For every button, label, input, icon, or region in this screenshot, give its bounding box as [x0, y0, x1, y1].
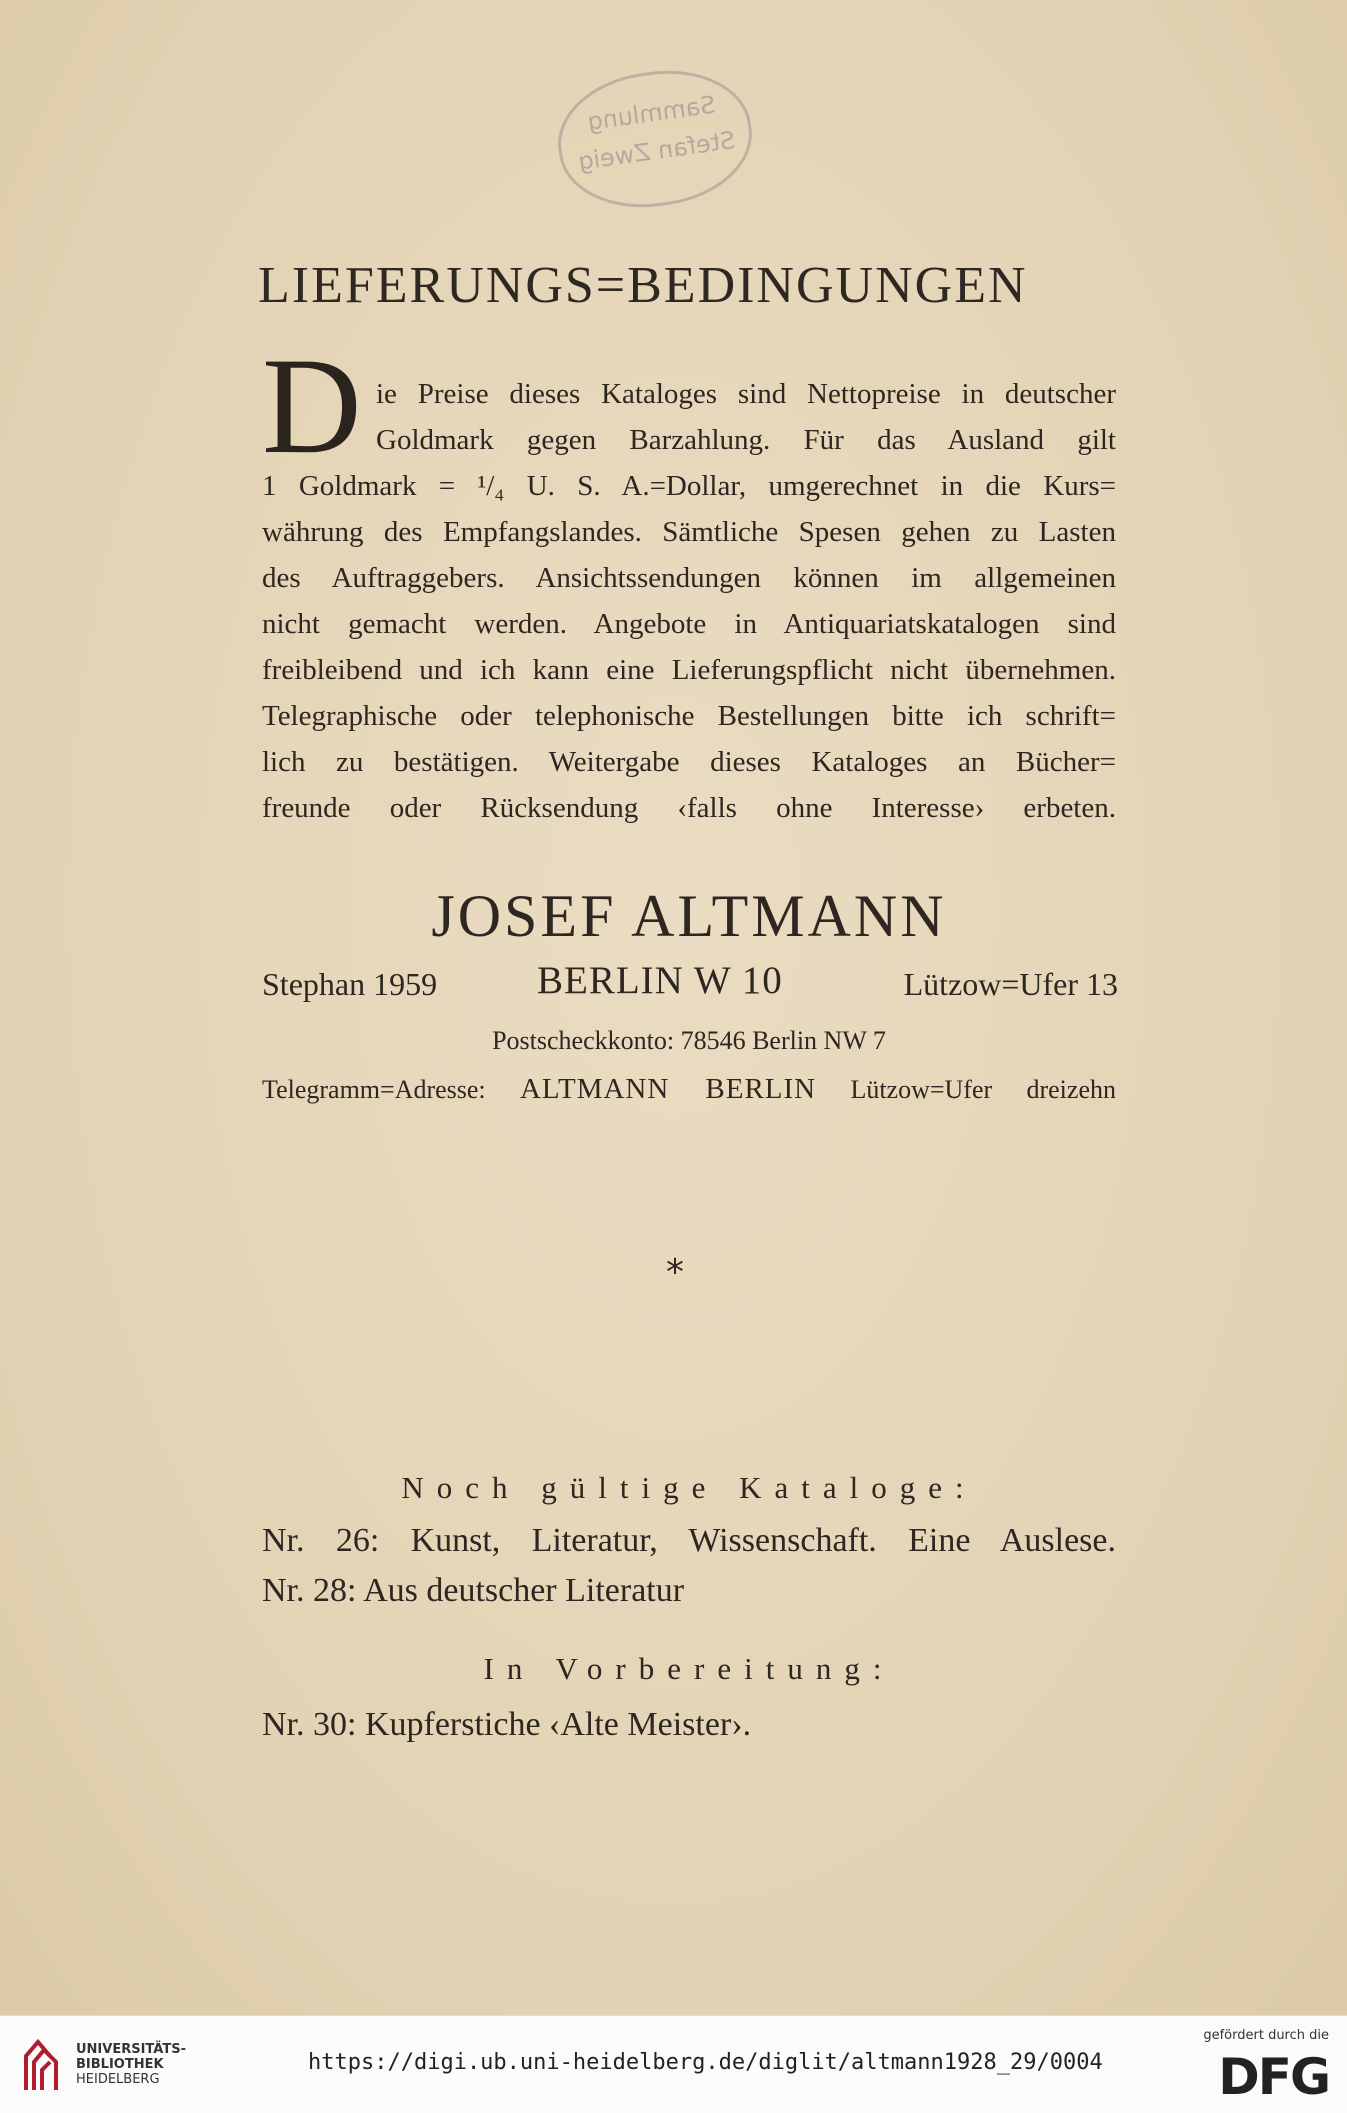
library-name-line-1: UNIVERSITÄTS- — [76, 2042, 186, 2057]
body-line: währung des Empfangslandes. Sämtliche Spesen gehen zu Lasten — [262, 516, 1116, 548]
page-title: LIEFERUNGS=BEDINGUNGEN — [258, 257, 1028, 314]
valid-catalogs-heading: Noch gültige Kataloge: — [401, 1470, 977, 1505]
university-library-logo-icon — [18, 2032, 66, 2096]
firm-name: JOSEF ALTMANN — [431, 883, 947, 949]
body-line: nicht gemacht werden. Angebote in Antiquariatskatalogen sind — [262, 608, 1116, 640]
preparation-heading: In Vorbereitung: — [483, 1651, 895, 1686]
library-name — [76, 2042, 216, 2087]
body-line: Goldmark gegen Barzahlung. Für das Ausland gilt — [376, 424, 1116, 456]
firm-phone: Stephan 1959 — [262, 966, 438, 1002]
telegram-suffix: Lützow=Ufer dreizehn — [850, 1075, 1116, 1104]
body-line: lich zu bestätigen. Weitergabe dieses Kataloges an Bücher= — [262, 746, 1116, 778]
body-line: freibleibend und ich kann eine Lieferungspflicht nicht übernehmen. — [262, 654, 1116, 686]
library-name-line-2: BIBLIOTHEK — [76, 2057, 164, 2072]
telegram-address: ALTMANN BERLIN — [519, 1073, 817, 1105]
firm-street: Lützow=Ufer 13 — [903, 966, 1118, 1002]
stamp-line-1: Sammlung — [585, 90, 718, 137]
body-line: 1 Goldmark = ¹/₄ U. S. A.=Dollar, umgerechnet in die Kurs= — [262, 470, 1116, 502]
viewer-footer — [0, 2015, 1347, 2113]
library-name-line-3: HEIDELBERG — [76, 2072, 160, 2087]
drop-cap: D — [262, 329, 362, 482]
library-stamp — [550, 59, 761, 219]
telegram-label: Telegramm=Adresse: — [262, 1075, 486, 1104]
catalog-item: Nr. 26: Kunst, Literatur, Wissenschaft. Eine Auslese. — [262, 1522, 1116, 1559]
postal-account: Postscheckkonto: 78546 Berlin NW 7 — [492, 1026, 886, 1055]
firm-city: BERLIN W 10 — [537, 959, 783, 1002]
body-line: des Auftraggebers. Ansichtssendungen können im allgemeinen — [262, 562, 1116, 594]
funding-caption: gefördert durch die — [1203, 2028, 1329, 2043]
document-url-link[interactable]: https://digi.ub.uni-heidelberg.de/diglit/altmann1928_29/0004 — [308, 2050, 1103, 2075]
stamp-line-2: Stefan Zweig — [576, 126, 737, 176]
body-line: ie Preise dieses Kataloges sind Nettopreise in deutscher — [376, 378, 1116, 410]
catalog-item: Nr. 28: Aus deutscher Literatur — [262, 1572, 685, 1609]
body-line: Telegraphische oder telephonische Bestellungen bitte ich schrift= — [262, 700, 1116, 732]
separator-asterisk: * — [666, 1252, 684, 1293]
dfg-logo: DFG — [1218, 2048, 1329, 2106]
catalog-item: Nr. 30: Kupferstiche ‹Alte Meister›. — [262, 1706, 752, 1743]
body-line: freunde oder Rücksendung ‹falls ohne Interesse› erbeten. — [262, 792, 1116, 824]
telegram-address-line — [262, 1073, 1116, 1106]
